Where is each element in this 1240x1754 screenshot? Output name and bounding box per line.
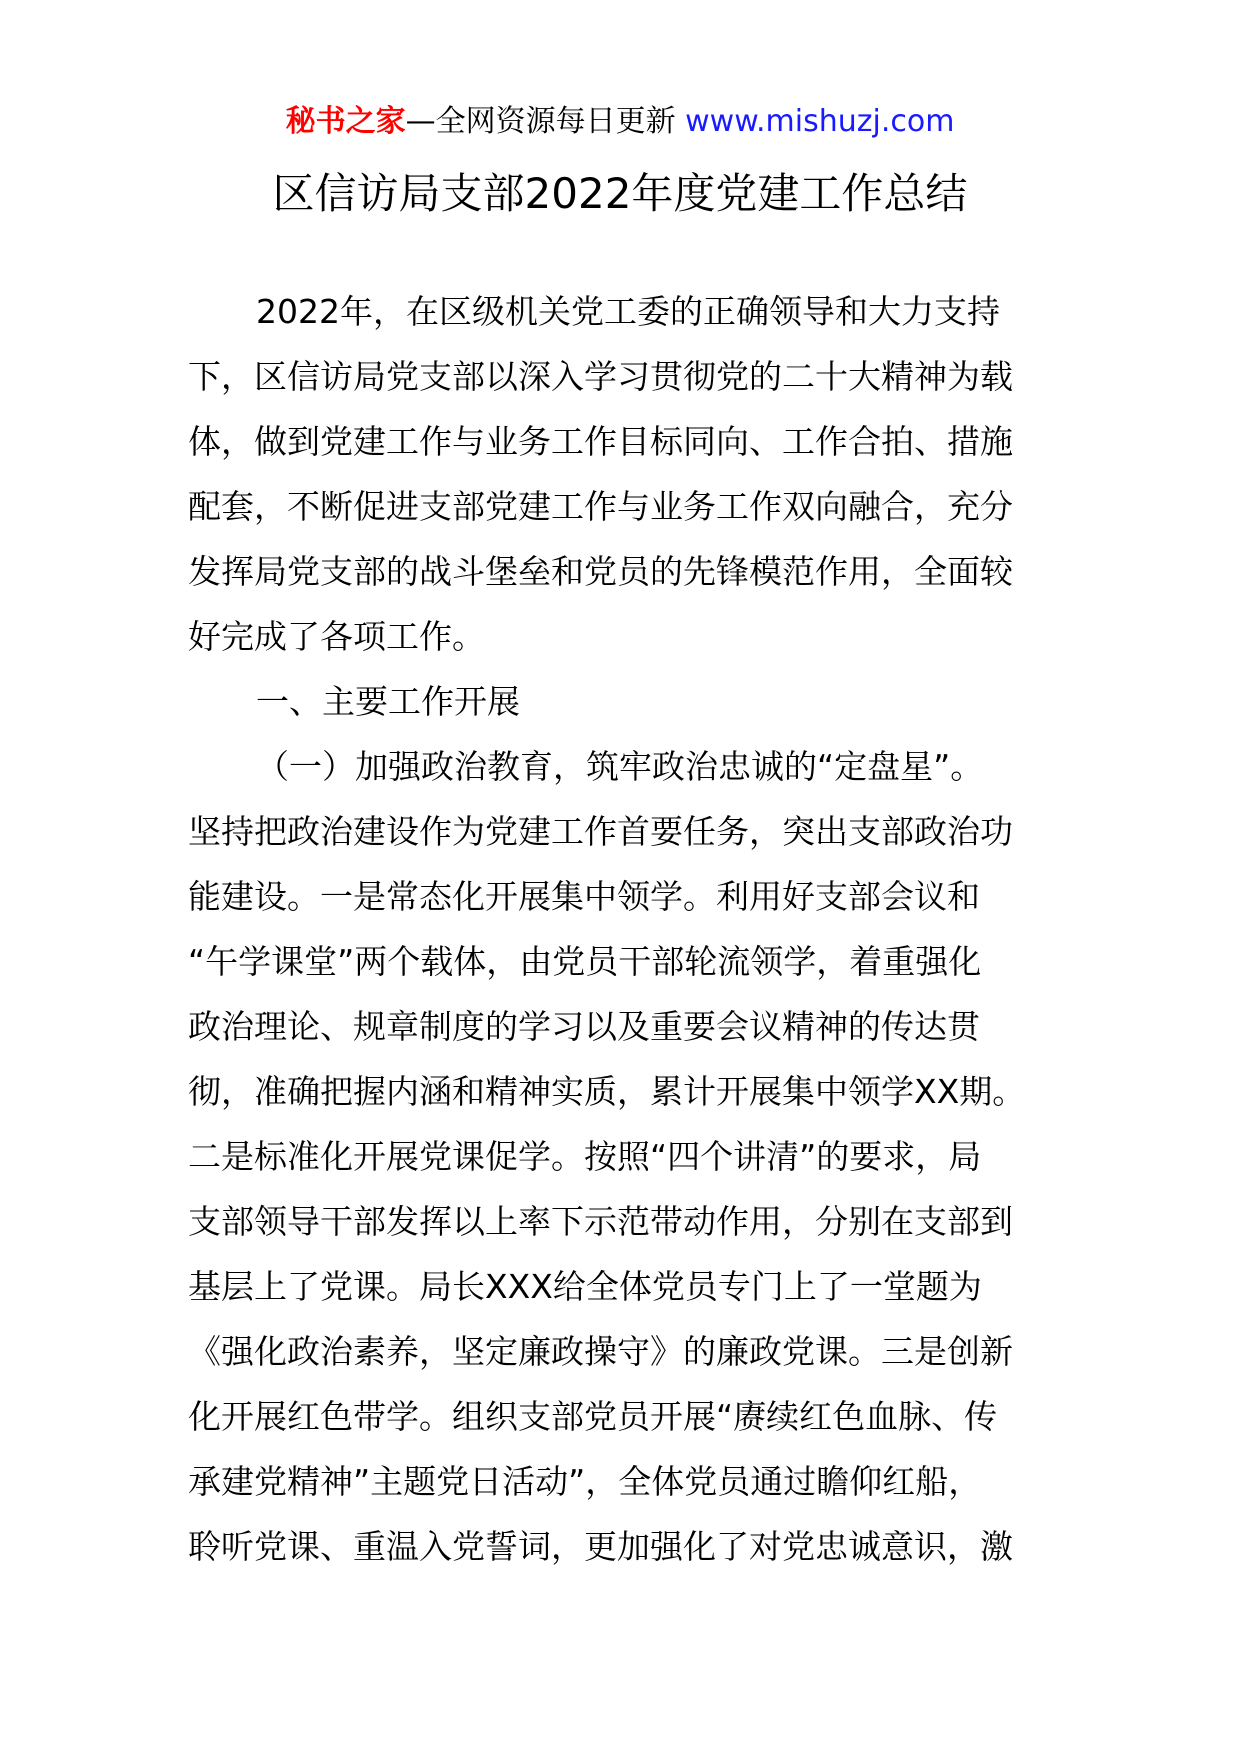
body-line: 下，区信访局党支部以深入学习贯彻党的二十大精神为载: [188, 357, 1013, 396]
brand-tagline: —全网资源每日更新: [405, 104, 676, 139]
body-line: 体，做到党建工作与业务工作目标同向、工作合拍、措施: [188, 422, 1013, 461]
body-line: “午学课堂”两个载体，由党员干部轮流领学，着重强化: [188, 942, 982, 981]
body-line: 政治理论、规章制度的学习以及重要会议精神的传达贯: [188, 1007, 980, 1046]
body-line: 基层上了党课。局长XXX给全体党员专门上了一堂题为: [188, 1267, 982, 1306]
body-line: 2022年，在区级机关党工委的正确领导和大力支持: [256, 292, 1000, 331]
body-line: 配套，不断促进支部党建工作与业务工作双向融合，充分: [188, 487, 1013, 526]
brand-name: 秘书之家: [285, 104, 406, 139]
body-line: 能建设。一是常态化开展集中领学。利用好支部会议和: [188, 877, 980, 916]
body-line: 聆听党课、重温入党誓词，更加强化了对党忠诚意识，激: [188, 1527, 1013, 1566]
site-url: www.mishuzj.com: [685, 104, 955, 139]
body-line: 《强化政治素养，坚定廉政操守》的廉政党课。三是创新: [188, 1332, 1013, 1371]
body-line: 支部领导干部发挥以上率下示范带动作用，分别在支部到: [188, 1202, 1013, 1241]
document-body: [188, 292, 1068, 1592]
body-line: 承建党精神”主题党日活动”，全体党员通过瞻仰红船，: [188, 1462, 982, 1501]
body-line: 二是标准化开展党课促学。按照“四个讲清”的要求，局: [188, 1137, 982, 1176]
body-line: 彻，准确把握内涵和精神实质，累计开展集中领学XX期。: [188, 1072, 1026, 1111]
body-line: 化开展红色带学。组织支部党员开展“赓续红色血脉、传: [188, 1397, 998, 1436]
watermark-header: [0, 100, 1240, 144]
body-line: 发挥局党支部的战斗堡垒和党员的先锋模范作用，全面较: [188, 552, 1013, 591]
body-line: 好完成了各项工作。: [188, 617, 485, 656]
body-line: 坚持把政治建设作为党建工作首要任务，突出支部政治功: [188, 812, 1013, 851]
document-title: 区信访局支部2022年度党建工作总结: [272, 169, 968, 218]
subsection-heading: （一）加强政治教育，筑牢政治忠诚的“定盘星”。: [256, 747, 984, 786]
section-heading: 一、主要工作开展: [256, 682, 520, 721]
